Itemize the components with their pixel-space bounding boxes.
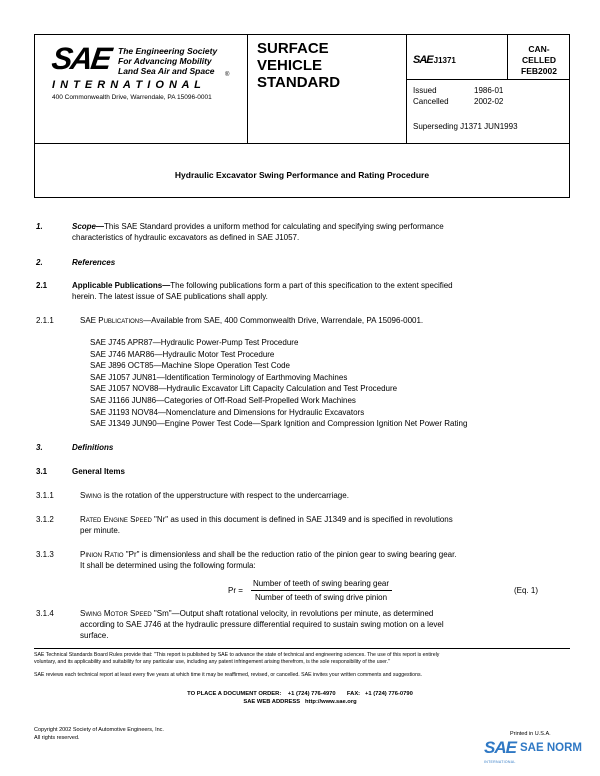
stamp-sub: INTERNATIONAL	[484, 760, 516, 764]
cancelled-value: 2002-02	[474, 97, 504, 106]
equation-fraction-bar	[251, 590, 392, 591]
s31-heading: General Items	[72, 467, 125, 476]
status-line-3: FEB2002	[521, 66, 557, 76]
reference-item: SAE J1057 JUN81—Identification Terminology of Earthmoving Machines	[90, 372, 348, 382]
s314-number: 3.1.4	[36, 609, 54, 618]
status-line-2: CELLED	[522, 55, 556, 65]
s314-line-3: surface.	[80, 631, 109, 640]
s21-line-2: herein. The latest issue of SAE publications shall apply.	[72, 292, 268, 301]
s313-term: Pinion Ratio	[80, 550, 124, 559]
s312-line-1: "Nr" as used in this document is defined in SAE J1349 and is specified in revolutions	[151, 515, 453, 524]
fax-number: +1 (724) 776-0790	[364, 691, 413, 697]
sae-logo	[49, 41, 114, 77]
s312-line-2: per minute.	[80, 526, 121, 535]
s311-text: is the rotation of the upperstructure with respect to the undercarriage.	[101, 491, 349, 500]
s1-line-1: This SAE Standard provides a uniform method for calculating and specifying swing performance	[104, 222, 444, 231]
s1-number: 1.	[36, 222, 43, 231]
web-line	[0, 699, 600, 705]
s312-number: 3.1.2	[36, 515, 54, 524]
s2-number: 2.	[36, 258, 43, 267]
s21-number: 2.1	[36, 281, 48, 290]
s313-line-2: It shall be determined using the following formula:	[80, 561, 256, 570]
s3-heading: Definitions	[72, 443, 114, 452]
s1-dash: —	[96, 222, 105, 231]
document-title: Hydraulic Excavator Swing Performance and Rating Procedure	[174, 170, 430, 180]
footer-legal-1: SAE Technical Standards Board Rules provide that: "This report is published by SAE to advance the state of technical and engineering sciences. The use of this report is entirely	[34, 652, 440, 658]
equation-label: (Eq. 1)	[514, 586, 539, 595]
stamp-text: SAE NORM	[520, 742, 582, 754]
s314-term: Swing Motor Speed	[80, 609, 152, 618]
s31-number: 3.1	[36, 467, 48, 476]
doc-logo: SAE	[413, 54, 433, 66]
footer-legal-3: SAE reviews each technical report at least every five years at which time it may be reaffirmed, revised, or cancelled. SAE invites your written comments and suggestions.	[34, 672, 422, 678]
reference-item: SAE J1057 NOV88—Hydraulic Excavator Lift Capacity Calculation and Test Procedure	[90, 384, 398, 394]
s211-number: 2.1.1	[36, 316, 54, 325]
s211-text: Available from SAE, 400 Commonwealth Drive, Warrendale, PA 15096-0001.	[151, 316, 424, 325]
doc-number	[413, 54, 456, 66]
international-line: I N T E R N A T I O N A L	[52, 79, 202, 91]
s314-line-1: "Sm"—Output shaft rotational velocity, in revolutions per minute, as determined	[151, 609, 434, 618]
category-line-1: SURFACE	[257, 40, 329, 57]
registered-mark: ®	[225, 72, 230, 78]
status-line-1: CAN-	[528, 44, 550, 54]
s21-heading: Applicable Publications	[72, 281, 163, 290]
s2-heading: References	[72, 258, 116, 267]
s313-number: 3.1.3	[36, 550, 54, 559]
order-phone: +1 (724) 776-4970	[287, 691, 336, 697]
reference-item: SAE J1166 JUN86—Categories of Off-Road Self-Propelled Work Machines	[90, 396, 356, 405]
equation-numerator: Number of teeth of swing bearing gear	[252, 579, 390, 588]
s312-paragraph	[80, 514, 546, 536]
web-address[interactable]: http://www.sae.org	[305, 699, 357, 705]
s3-number: 3.	[36, 443, 43, 452]
society-line-2: For Advancing Mobility	[118, 56, 212, 66]
issued-label: Issued	[413, 86, 437, 95]
footer-legal-2: voluntary, and its applicability and suitability for any particular use, including any patent infringement arising therefrom, is the sole responsibility of the user."	[34, 659, 390, 665]
s1-line-2: characteristics of hydraulic excavators as defined in SAE J1057.	[72, 233, 300, 242]
category-line-2: VEHICLE	[257, 57, 323, 74]
s313-line-1: "Pr" is dimensionless and shall be the reduction ratio of the pinion gear to swing bearing gear.	[123, 550, 457, 559]
s211-heading: SAE Publications	[80, 316, 144, 325]
fax-label: FAX:	[346, 691, 361, 697]
sae-logo-text: SAE	[49, 41, 113, 76]
s211-dash: —	[143, 316, 152, 325]
sae-norm-stamp	[484, 738, 582, 770]
cancelled-label: Cancelled	[413, 97, 449, 106]
header-address: 400 Commonwealth Drive, Warrendale, PA 15096-0001	[52, 94, 212, 101]
stamp-logo: SAE	[484, 738, 516, 757]
header-hline	[406, 79, 570, 80]
s311-term: Swing	[80, 491, 102, 500]
reference-item: SAE J1193 NOV84—Nomenclature and Dimensions for Hydraulic Excavators	[90, 407, 365, 417]
header-divider-1	[247, 34, 248, 144]
superseding-text: Superseding J1371 JUN1993	[413, 122, 518, 131]
s314-line-2: according to SAE J746 at the hydraulic pressure differential required to sustain swing motion on a level	[80, 620, 444, 629]
s314-paragraph	[80, 608, 546, 641]
s1-paragraph	[72, 221, 546, 243]
category-line-3: STANDARD	[257, 74, 341, 91]
s21-paragraph	[72, 280, 546, 302]
rights-text: All rights reserved.	[34, 735, 80, 741]
s311-paragraph	[80, 490, 349, 501]
order-label: TO PLACE A DOCUMENT ORDER:	[187, 691, 282, 697]
equation-denominator: Number of teeth of swing drive pinion	[254, 593, 388, 602]
s211-paragraph	[80, 315, 423, 326]
s1-heading: Scope	[72, 222, 97, 231]
issued-value: 1986-01	[474, 86, 504, 95]
society-line-1: The Engineering Society	[118, 46, 218, 56]
doc-number-text: J1371	[433, 56, 456, 65]
reference-item: SAE J745 APR87—Hydraulic Power-Pump Test Procedure	[90, 338, 299, 347]
s21-dash: —	[162, 281, 171, 290]
footer-rule	[34, 648, 570, 649]
printed-text: Printed in U.S.A.	[510, 731, 551, 737]
order-line	[0, 691, 600, 697]
reference-item: SAE J896 OCT85—Machine Slope Operation Test Code	[90, 361, 290, 371]
s21-line-1: The following publications form a part of this specification to the extent specified	[170, 281, 453, 290]
copyright-text: Copyright 2002 Society of Automotive Engineers, Inc.	[34, 727, 164, 733]
society-line-3: Land Sea Air and Space	[118, 66, 215, 76]
header-divider-2	[406, 34, 407, 144]
reference-item: SAE J1349 JUN90—Engine Power Test Code—Spark Ignition and Compression Ignition Net Power Rating	[90, 419, 468, 429]
web-label: SAE WEB ADDRESS	[243, 699, 301, 705]
reference-item: SAE J746 MAR86—Hydraulic Motor Test Procedure	[90, 349, 275, 359]
s312-term: Rated Engine Speed	[80, 515, 152, 524]
s311-number: 3.1.1	[36, 491, 54, 500]
equation-lhs: Pr =	[228, 586, 243, 595]
s313-paragraph	[80, 549, 546, 571]
